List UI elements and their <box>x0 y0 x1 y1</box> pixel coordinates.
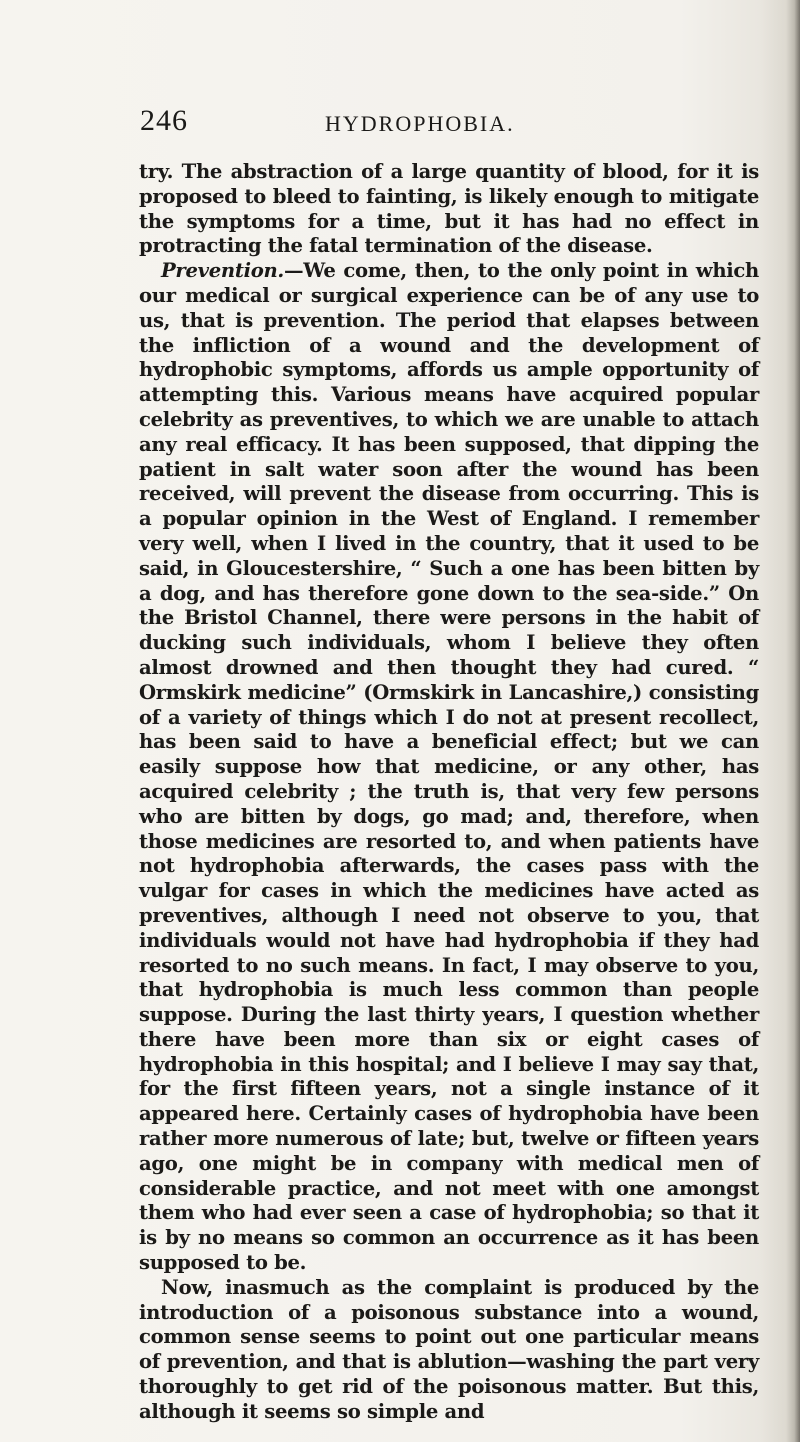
paragraph-text: —We come, then, to the only point in which our medical or surgical experience can be of any use to us, that is prevention. The period that elapses between the infliction of a wound and the development of hydrophobic symptoms, affords us ample opportunity of attempting this. Various means have acquired popular celebrity as preventives, to which we are unable to attach any real efficacy. It has been supposed, that dipping the patient in salt water soon after the wound has been received, will prevent the disease from occurring. This is a popular opinion in the West of England. I remember very well, when I lived in the country, that it used to be said, in Gloucestershire, “ Such a one has been bitten by a dog, and has therefore gone down to the sea-side.” On the Bristol Channel, there were persons in the habit of ducking such individuals, whom I believe they often almost drowned and then thought they had cured. “ Ormskirk medicine” (Ormskirk in Lancashire,) consisting of a variety of things which I do not at present recollect, has been said to have a beneficial effect; but we can easily suppose how that medicine, or any other, has acquired celebrity ; the truth is, that very few persons who are bitten by dogs, go mad; and, therefore, when those medicines are resorted to, and when patients have not hydrophobia afterwards, the cases pass with the vulgar for cases in which the medicines have acted as preventives, although I need not observe to you, that individuals would not have had hydrophobia if they had resorted to no such means. In fact, I may observe to you, that hydrophobia is much less common than people suppose. During the last thirty years, I question whether there have been more than six or eight cases of hydrophobia in this hospital; and I believe I may say that, for the first fifteen years, not a single instance of it appeared here. Certainly cases of hydrophobia have been rather more numerous of late; but, twelve or fifteen years ago, one might be in company with medical men of considerable practice, and not meet with one amongst them who had ever seen a case of hydrophobia; so that it is by no means so common an occurrence as it has been supposed to be. <box>139 259 759 1275</box>
paragraph-text: Now, inasmuch as the complaint is produced by the introduction of a poisonous substance into a wound, common sense seems to point out one particular means of prevention, and that is ablution—washing the part very thoroughly to get rid of the poisonous matter. But this, although it seems so simple and <box>139 1275 759 1423</box>
paragraph <box>139 1276 759 1425</box>
running-head: HYDROPHOBIA. <box>325 111 515 136</box>
page-edge-shadow <box>786 0 800 1442</box>
page-number: 246 <box>140 104 188 137</box>
body-text <box>139 160 759 1425</box>
paragraph <box>139 259 759 1276</box>
section-lead: Prevention. <box>161 259 284 283</box>
paragraph-text: try. The abstraction of a large quantity of blood, for it is proposed to bleed to fainting, is likely enough to mitigate the symptoms for a time, but it has had no effect in protracting the fatal termination of the disease. <box>139 160 759 258</box>
page-header <box>140 104 700 144</box>
paragraph <box>139 160 759 259</box>
